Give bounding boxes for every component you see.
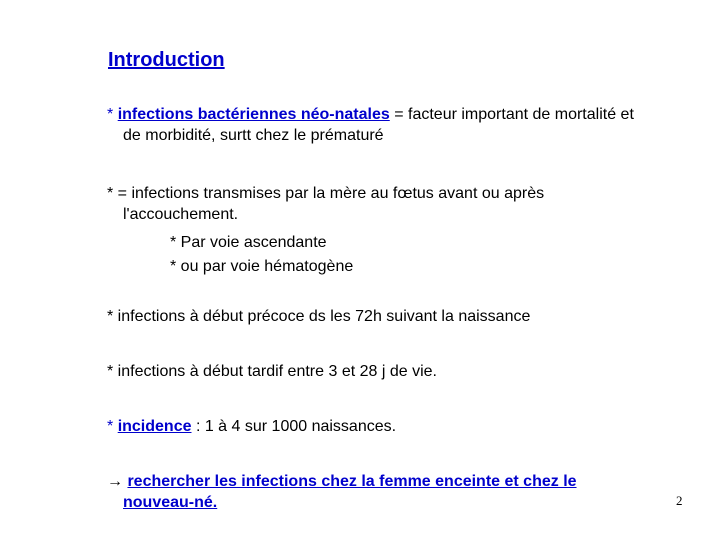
term-neonatal-bacterial-infections: infections bactériennes néo-natales	[117, 106, 390, 123]
paragraph-continuation: l'accouchement.	[123, 206, 239, 223]
bullet-marker: *	[107, 106, 114, 123]
bullet-marker: *	[107, 418, 114, 435]
term-incidence: incidence	[117, 418, 192, 435]
paragraph-neonatal-infections	[107, 104, 707, 146]
paragraph-text: = facteur important de mortalité et	[389, 106, 634, 123]
paragraph-transmission	[107, 183, 707, 225]
paragraph-text: * = infections transmises par la mère au fœtus avant ou après	[107, 185, 545, 202]
paragraph-continuation	[107, 492, 707, 513]
slide-title: Introduction	[108, 49, 225, 71]
paragraph-incidence	[107, 416, 707, 437]
paragraph-conclusion	[107, 471, 707, 513]
paragraph-early-onset: * infections à début précoce ds les 72h suivant la naissance	[107, 308, 531, 325]
paragraph-late-onset: * infections à début tardif entre 3 et 28 j de vie.	[107, 363, 437, 380]
conclusion-link-line1: rechercher les infections chez la femme enceinte et chez le	[127, 473, 577, 490]
sub-item-hematogenous: * ou par voie hématogène	[170, 258, 354, 275]
paragraph-continuation: de morbidité, surtt chez le prématuré	[123, 127, 384, 144]
paragraph-text: : 1 à 4 sur 1000 naissances.	[191, 418, 397, 435]
conclusion-link-line2: nouveau-né.	[123, 494, 218, 511]
page-number: 2	[676, 493, 683, 508]
arrow-icon: →	[107, 473, 123, 490]
sub-item-ascending: * Par voie ascendante	[170, 234, 327, 251]
